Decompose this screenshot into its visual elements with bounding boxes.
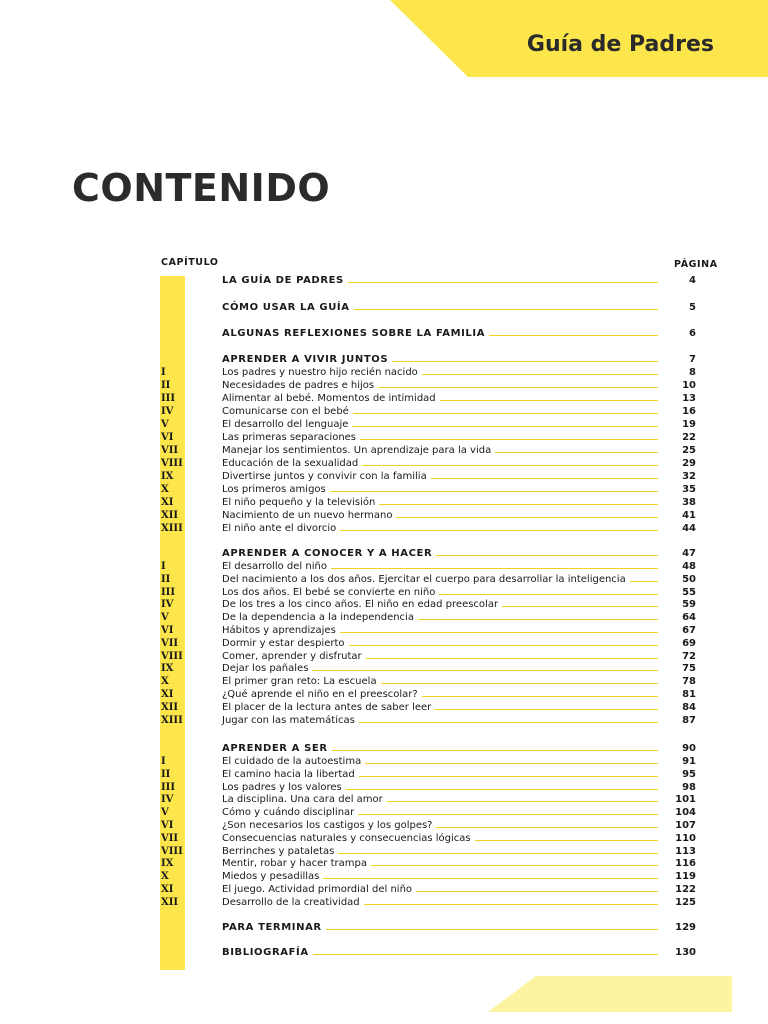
chapter-number: I <box>161 367 166 378</box>
toc-chapter-row <box>161 832 696 845</box>
leader-line <box>353 413 658 414</box>
leader-line <box>359 776 658 777</box>
chapter-title: Desarrollo de la creatividad <box>222 896 360 908</box>
chapter-title: Los padres y nuestro hijo recién nacido <box>222 367 418 378</box>
page-number: 7 <box>689 354 696 365</box>
leader-line <box>323 878 658 879</box>
toc-chapter-row <box>161 444 696 457</box>
chapter-title: Miedos y pesadillas <box>222 871 320 883</box>
chapter-title: Divertirse juntos y convivir con la familia <box>222 471 427 482</box>
page-number: 125 <box>675 896 696 908</box>
page-number: 47 <box>682 548 696 559</box>
page-number: 6 <box>689 328 696 339</box>
leader-line <box>346 789 658 790</box>
toc-chapter-row <box>161 768 696 781</box>
page-number: 81 <box>682 689 696 700</box>
leader-line <box>435 709 658 710</box>
leader-line <box>378 387 658 388</box>
toc-chapter-row <box>161 701 696 714</box>
page-number: 5 <box>689 302 696 313</box>
chapter-number: I <box>161 756 166 767</box>
page-number: 29 <box>682 458 696 469</box>
leader-line <box>359 722 658 723</box>
toc-chapter-row <box>161 845 696 858</box>
chapter-number: IX <box>161 858 174 870</box>
page-number: 13 <box>682 393 696 404</box>
leader-line <box>502 606 658 607</box>
chapter-title: Del nacimiento a los dos años. Ejercitar el cuerpo para desarrollar la inteligencia <box>222 573 626 585</box>
toc-chapter-row <box>161 755 696 768</box>
page-number: 104 <box>675 807 696 819</box>
chapter-title: Los dos años. El bebé se convierte en niño <box>222 586 436 598</box>
chapter-number: II <box>161 768 171 780</box>
chapter-title: El juego. Actividad primordial del niño <box>222 884 413 895</box>
chapter-title: Nacimiento de un nuevo hermano <box>222 510 393 521</box>
chapter-number: VIII <box>161 845 183 857</box>
chapter-number: IV <box>161 794 174 806</box>
chapter-title: Comunicarse con el bebé <box>222 406 349 417</box>
chapter-number: III <box>161 586 176 598</box>
page-number: 129 <box>675 922 696 933</box>
leader-line <box>371 865 658 866</box>
page-number: 122 <box>675 884 696 895</box>
chapter-title: Dejar los pañales <box>222 663 309 675</box>
page-number: 38 <box>682 497 696 508</box>
page-number: 48 <box>682 561 696 572</box>
chapter-title: El niño ante el divorcio <box>222 523 337 534</box>
page-number: 22 <box>682 432 696 443</box>
chapter-number: II <box>161 380 171 391</box>
chapter-column-header: CAPÍTULO <box>161 257 219 268</box>
chapter-number: IV <box>161 406 174 417</box>
toc-chapter-row <box>161 714 696 727</box>
chapter-title: Las primeras separaciones <box>222 432 357 443</box>
chapter-title: Manejar los sentimientos. Un aprendizaje para la vida <box>222 445 492 456</box>
leader-line <box>475 840 658 841</box>
chapter-number: XI <box>161 497 174 508</box>
toc-chapter-row <box>161 857 696 870</box>
page-number: 16 <box>682 406 696 417</box>
leader-line <box>365 763 658 764</box>
chapter-title: Jugar con las matemáticas <box>222 714 355 726</box>
chapter-number: IV <box>161 599 174 611</box>
chapter-title: Educación de la sexualidad <box>222 458 359 469</box>
leader-line <box>354 309 658 310</box>
leader-line <box>366 658 658 659</box>
leader-line <box>489 335 658 336</box>
leader-line <box>340 632 658 633</box>
leader-line <box>422 696 658 697</box>
page-number: 87 <box>682 714 696 726</box>
chapter-title: El primer gran reto: La escuela <box>222 676 377 688</box>
page-number: 8 <box>689 367 696 378</box>
page-number: 95 <box>682 768 696 780</box>
chapter-title: El niño pequeño y la televisión <box>222 497 376 508</box>
page-number: 91 <box>682 756 696 767</box>
chapter-title: Necesidades de padres e hijos <box>222 380 375 391</box>
section-title: APRENDER A CONOCER Y A HACER <box>222 548 433 559</box>
header-title: Guía de Padres <box>526 32 714 57</box>
toc-chapter-row <box>161 598 696 611</box>
section-title: APRENDER A SER <box>222 743 328 754</box>
chapter-number: III <box>161 781 176 793</box>
page-number: 69 <box>682 637 696 649</box>
chapter-title: ¿Son necesarios los castigos y los golpes? <box>222 820 433 831</box>
page-number: 130 <box>675 947 696 958</box>
page-number: 116 <box>675 858 696 870</box>
leader-line <box>436 827 658 828</box>
toc-chapter-row <box>161 793 696 806</box>
chapter-number: V <box>161 612 169 624</box>
leader-line <box>431 478 658 479</box>
page-number: 41 <box>682 510 696 521</box>
chapter-number: VIII <box>161 650 183 662</box>
leader-line <box>352 426 658 427</box>
page-number: 25 <box>682 445 696 456</box>
page-number: 119 <box>675 871 696 883</box>
section-title: PARA TERMINAR <box>222 922 322 933</box>
toc-section-row <box>161 921 696 934</box>
leader-line <box>330 491 658 492</box>
toc-chapter-row <box>161 379 696 392</box>
chapter-title: El placer de la lectura antes de saber leer <box>222 701 432 713</box>
section-title: ALGUNAS REFLEXIONES SOBRE LA FAMILIA <box>222 328 486 339</box>
leader-line <box>349 645 659 646</box>
page-number: 35 <box>682 484 696 495</box>
page-number: 59 <box>682 599 696 611</box>
page-number: 107 <box>675 820 696 831</box>
chapter-title: Los primeros amigos <box>222 484 326 495</box>
toc-chapter-row <box>161 418 696 431</box>
leader-line <box>422 374 658 375</box>
page-number: 55 <box>682 586 696 598</box>
page-number: 64 <box>682 612 696 624</box>
chapter-title: Consecuencias naturales y consecuencias lógicas <box>222 832 471 844</box>
toc-chapter-row <box>161 662 696 675</box>
toc-chapter-row <box>161 496 696 509</box>
leader-line <box>495 452 658 453</box>
page-number: 98 <box>682 781 696 793</box>
toc-chapter-row <box>161 819 696 832</box>
chapter-number: XII <box>161 701 179 713</box>
chapter-number: VI <box>161 625 174 636</box>
toc-chapter-row <box>161 806 696 819</box>
chapter-number: XIII <box>161 523 183 534</box>
leader-line <box>364 904 658 905</box>
toc-chapter-row <box>161 560 696 573</box>
page-number: 50 <box>682 573 696 585</box>
toc-chapter-row <box>161 392 696 405</box>
toc-chapter-row <box>161 650 696 663</box>
page-number: 113 <box>675 845 696 857</box>
leader-line <box>362 465 658 466</box>
chapter-number: IX <box>161 471 174 482</box>
chapter-title: Dormir y estar despierto <box>222 637 345 649</box>
section-title: CÓMO USAR LA GUÍA <box>222 302 350 313</box>
chapter-title: De los tres a los cinco años. El niño en edad preescolar <box>222 599 499 611</box>
chapter-number: V <box>161 807 169 819</box>
chapter-title: El camino hacia la libertad <box>222 768 355 780</box>
leader-line <box>340 530 658 531</box>
chapter-title: Mentir, robar y hacer trampa <box>222 858 367 870</box>
page-number: 101 <box>675 794 696 806</box>
toc-section-row <box>161 547 696 560</box>
chapter-title: Berrinches y pataletas <box>222 845 335 857</box>
toc-section-row <box>161 946 696 959</box>
leader-line <box>313 954 658 955</box>
chapter-number: VI <box>161 432 174 443</box>
chapter-number: XI <box>161 689 174 700</box>
page-number: 84 <box>682 701 696 713</box>
leader-line <box>332 750 658 751</box>
chapter-title: El cuidado de la autoestima <box>222 756 362 767</box>
chapter-title: La disciplina. Una cara del amor <box>222 794 383 806</box>
leader-line <box>440 400 658 401</box>
chapter-title: El desarrollo del lenguaje <box>222 419 349 430</box>
toc-chapter-row <box>161 522 696 535</box>
toc-chapter-row <box>161 611 696 624</box>
toc-chapter-row <box>161 509 696 522</box>
toc-section-row <box>161 274 696 287</box>
toc-chapter-row <box>161 483 696 496</box>
chapter-number: X <box>161 484 169 495</box>
chapter-number: V <box>161 419 169 430</box>
leader-line <box>360 439 658 440</box>
chapter-number: VI <box>161 820 174 831</box>
toc-chapter-row <box>161 781 696 794</box>
chapter-number: VIII <box>161 458 183 469</box>
page-number: 90 <box>682 743 696 754</box>
toc-chapter-row <box>161 688 696 701</box>
leader-line <box>630 581 658 582</box>
page-number: 67 <box>682 625 696 636</box>
leader-line <box>312 670 658 671</box>
leader-line <box>392 361 658 362</box>
toc-chapter-row <box>161 366 696 379</box>
leader-line <box>436 555 658 556</box>
chapter-title: ¿Qué aprende el niño en el preescolar? <box>222 689 418 700</box>
chapter-number: IX <box>161 663 174 675</box>
toc-chapter-row <box>161 431 696 444</box>
toc-section-row <box>161 353 696 366</box>
page-number: 32 <box>682 471 696 482</box>
chapter-title: Los padres y los valores <box>222 781 342 793</box>
chapter-number: VII <box>161 637 179 649</box>
toc-chapter-row <box>161 675 696 688</box>
chapter-number: I <box>161 561 166 572</box>
chapter-title: De la dependencia a la independencia <box>222 612 414 624</box>
leader-line <box>326 929 658 930</box>
page-number: 78 <box>682 676 696 688</box>
chapter-number: XII <box>161 510 179 521</box>
page-title: CONTENIDO <box>72 166 331 210</box>
chapter-number: X <box>161 676 169 688</box>
leader-line <box>439 594 658 595</box>
chapter-title: El desarrollo del niño <box>222 561 327 572</box>
toc-chapter-row <box>161 405 696 418</box>
leader-line <box>338 853 658 854</box>
toc-chapter-row <box>161 870 696 883</box>
chapter-title: Comer, aprender y disfrutar <box>222 650 362 662</box>
chapter-number: X <box>161 871 169 883</box>
leader-line <box>381 683 658 684</box>
page-number: 4 <box>689 275 696 286</box>
toc-chapter-row <box>161 624 696 637</box>
toc-chapter-row <box>161 457 696 470</box>
chapter-number: VII <box>161 445 179 456</box>
page-number: 44 <box>682 523 696 534</box>
chapter-number: XIII <box>161 714 183 726</box>
page-number: 110 <box>675 832 696 844</box>
page-number: 10 <box>682 380 696 391</box>
toc-section-row <box>161 742 696 755</box>
leader-line <box>358 814 658 815</box>
toc-chapter-row <box>161 470 696 483</box>
toc-chapter-row <box>161 883 696 896</box>
toc-chapter-row <box>161 637 696 650</box>
leader-line <box>379 504 658 505</box>
section-title: APRENDER A VIVIR JUNTOS <box>222 354 389 365</box>
leader-line <box>331 568 658 569</box>
leader-line <box>348 282 658 283</box>
toc-chapter-row <box>161 586 696 599</box>
page-number: 72 <box>682 650 696 662</box>
chapter-number: XI <box>161 884 174 895</box>
chapter-number: II <box>161 573 171 585</box>
page-number: 75 <box>682 663 696 675</box>
toc-section-row <box>161 301 696 314</box>
chapter-number: VII <box>161 832 179 844</box>
section-title: BIBLIOGRAFÍA <box>222 947 309 958</box>
footer-decoration <box>488 976 732 1012</box>
chapter-title: Cómo y cuándo disciplinar <box>222 807 355 819</box>
section-title: LA GUÍA DE PADRES <box>222 275 344 286</box>
leader-line <box>396 517 658 518</box>
chapter-title: Alimentar al bebé. Momentos de intimidad <box>222 393 436 404</box>
chapter-number: III <box>161 393 176 404</box>
toc-chapter-row <box>161 573 696 586</box>
toc-chapter-row <box>161 896 696 909</box>
page-number: 19 <box>682 419 696 430</box>
chapter-number: XII <box>161 896 179 908</box>
leader-line <box>387 801 658 802</box>
leader-line <box>418 619 658 620</box>
toc-section-row <box>161 327 696 340</box>
page-column-header: PÁGINA <box>674 259 718 270</box>
leader-line <box>416 891 658 892</box>
chapter-title: Hábitos y aprendizajes <box>222 625 336 636</box>
